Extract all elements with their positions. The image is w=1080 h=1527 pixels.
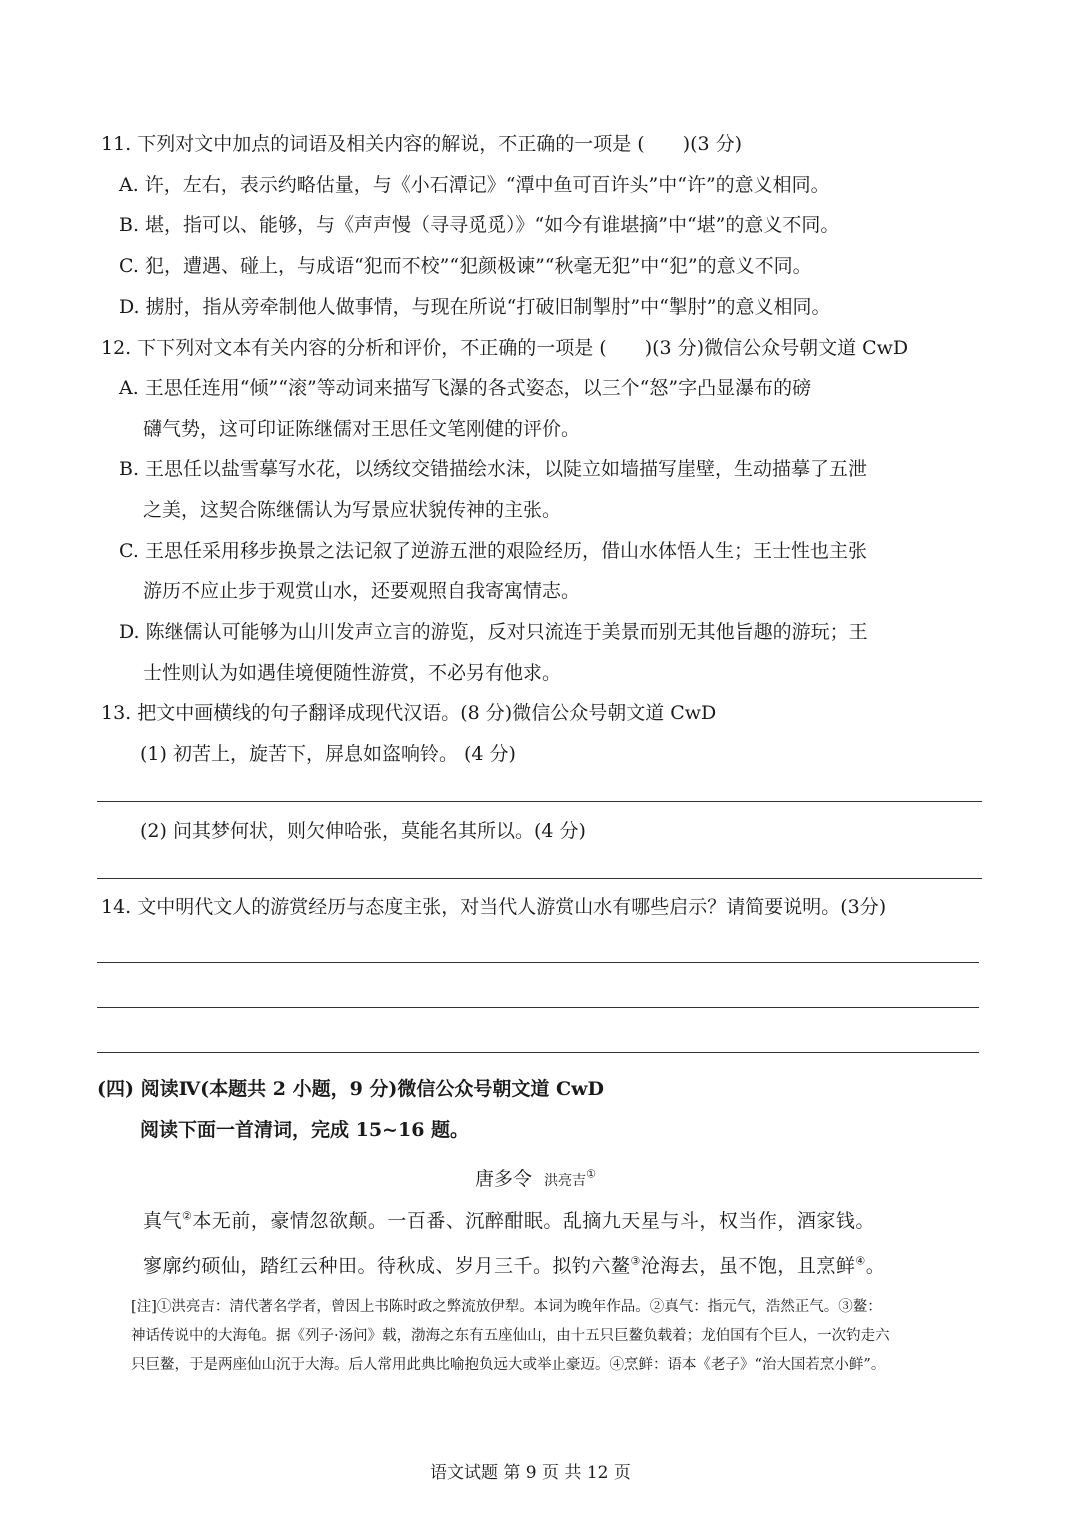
note-marker: ② <box>182 1209 193 1223</box>
answer-line[interactable] <box>97 1052 979 1053</box>
poem-line-1: 真气②本无前，豪情忽欲颠。一百番、沉醉酣眠。乱摘九天星与斗，权当作，酒家钱。 <box>143 1209 875 1232</box>
note-line-3: 只巨鳌，于是两座仙山沉于大海。后人常用此典比喻抱负远大或举止豪迈。④烹鲜：语本《老子》“治大国若烹小鲜”。 <box>131 1357 886 1373</box>
note-line-2: 神话传说中的大海龟。据《列子·汤问》载，渤海之东有五座仙山，由十五只巨鳌负载着；龙伯国有个巨人，一次钓走六 <box>131 1328 890 1344</box>
q12-option-a-line2: 礴气势，这可印证陈继儒对王思任文笔刚健的评价。 <box>143 418 581 440</box>
q12-option-b-line2: 之美，这契合陈继儒认为写景应状貌传神的主张。 <box>143 499 562 521</box>
q13-stem: 13. 把文中画横线的句子翻译成现代汉语。(8 分)微信公众号朝文道 CwD <box>101 702 717 724</box>
q11-stem: 11. 下列对文中加点的词语及相关内容的解说，不正确的一项是 ( )(3 分) <box>101 133 743 155</box>
poem-author: 洪亮吉 <box>544 1173 587 1189</box>
section-instruction: 阅读下面一首清词，完成 15~16 题。 <box>140 1119 470 1141</box>
note-line-1: [注]①洪亮吉：清代著名学者，曾因上书陈时政之弊流放伊犁。本词为晚年作品。②真气：指元气，浩然正气。③鳌： <box>131 1299 882 1315</box>
q13-sentence-1: (1) 初苦上，旋苦下，屏息如盗响铃。 (4 分) <box>140 743 516 765</box>
q11-option-c: C. 犯，遭遇、碰上，与成语“犯而不校”“犯颜极谏”“秋毫无犯”中“犯”的意义不同。 <box>119 255 812 277</box>
answer-line[interactable] <box>97 1007 979 1008</box>
poem-title-block <box>475 1166 596 1194</box>
page-footer: 语文试题 第 9 页 共 12 页 <box>430 1463 631 1483</box>
q11-option-d: D. 掳肘，指从旁牵制他人做事情，与现在所说“打破旧制掣肘”中“掣肘”的意义相同。 <box>119 296 831 318</box>
answer-line[interactable] <box>97 801 982 802</box>
poem-title: 唐多令 <box>475 1168 533 1190</box>
q12-option-c-line1: C. 王思任采用移步换景之法记叙了逆游五泄的艰险经历，借山水体悟人生；王士性也主张 <box>119 540 867 562</box>
note-marker: ③ <box>630 1254 641 1268</box>
q12-option-b-line1: B. 王思任以盐雪摹写水花，以绣纹交错描绘水沫，以陡立如墙描写崖壁，生动描摹了五泄 <box>119 458 868 480</box>
q14-stem: 14. 文中明代文人的游赏经历与态度主张，对当代人游赏山水有哪些启示？请简要说明。(3分) <box>101 896 887 918</box>
q12-option-d-line2: 士性则认为如遇佳境便随性游赏，不必另有他求。 <box>143 662 562 684</box>
note-marker: ① <box>586 1167 596 1181</box>
q12-stem: 12. 下下列对文本有关内容的分析和评价，不正确的一项是 ( )(3 分)微信公众号朝文道 CwD <box>101 337 909 359</box>
answer-line[interactable] <box>97 878 982 879</box>
q11-option-b: B. 堪，指可以、能够，与《声声慢（寻寻觅觅）》“如今有谁堪摘”中“堪”的意义不同。 <box>119 214 840 236</box>
q11-option-a: A. 许，左右，表示约略估量，与《小石潭记》“潭中鱼可百许头”中“许”的意义相同。 <box>119 174 830 196</box>
note-marker: ④ <box>855 1254 866 1268</box>
poem-line-2: 寥廓约硕仙，踏红云种田。待秋成、岁月三千。拟钓六鳌③沧海去，虽不饱，且烹鲜④。 <box>143 1254 886 1277</box>
q12-option-a-line1: A. 王思任连用“倾”“滚”等动词来描写飞瀑的各式姿态，以三个“怒”字凸显瀑布的磅 <box>119 377 812 399</box>
answer-line[interactable] <box>97 962 979 963</box>
q13-sentence-2: (2) 问其梦何状，则欠伸哈张，莫能名其所以。(4 分) <box>140 820 586 842</box>
q12-option-d-line1: D. 陈继儒认可能够为山川发声立言的游览，反对只流连于美景而别无其他旨趣的游玩；王 <box>119 621 868 643</box>
q12-option-c-line2: 游历不应止步于观赏山水，还要观照自我寄寓情志。 <box>143 580 581 602</box>
section-header: (四) 阅读Ⅳ(本题共 2 小题，9 分)微信公众号朝文道 CwD <box>97 1078 604 1100</box>
